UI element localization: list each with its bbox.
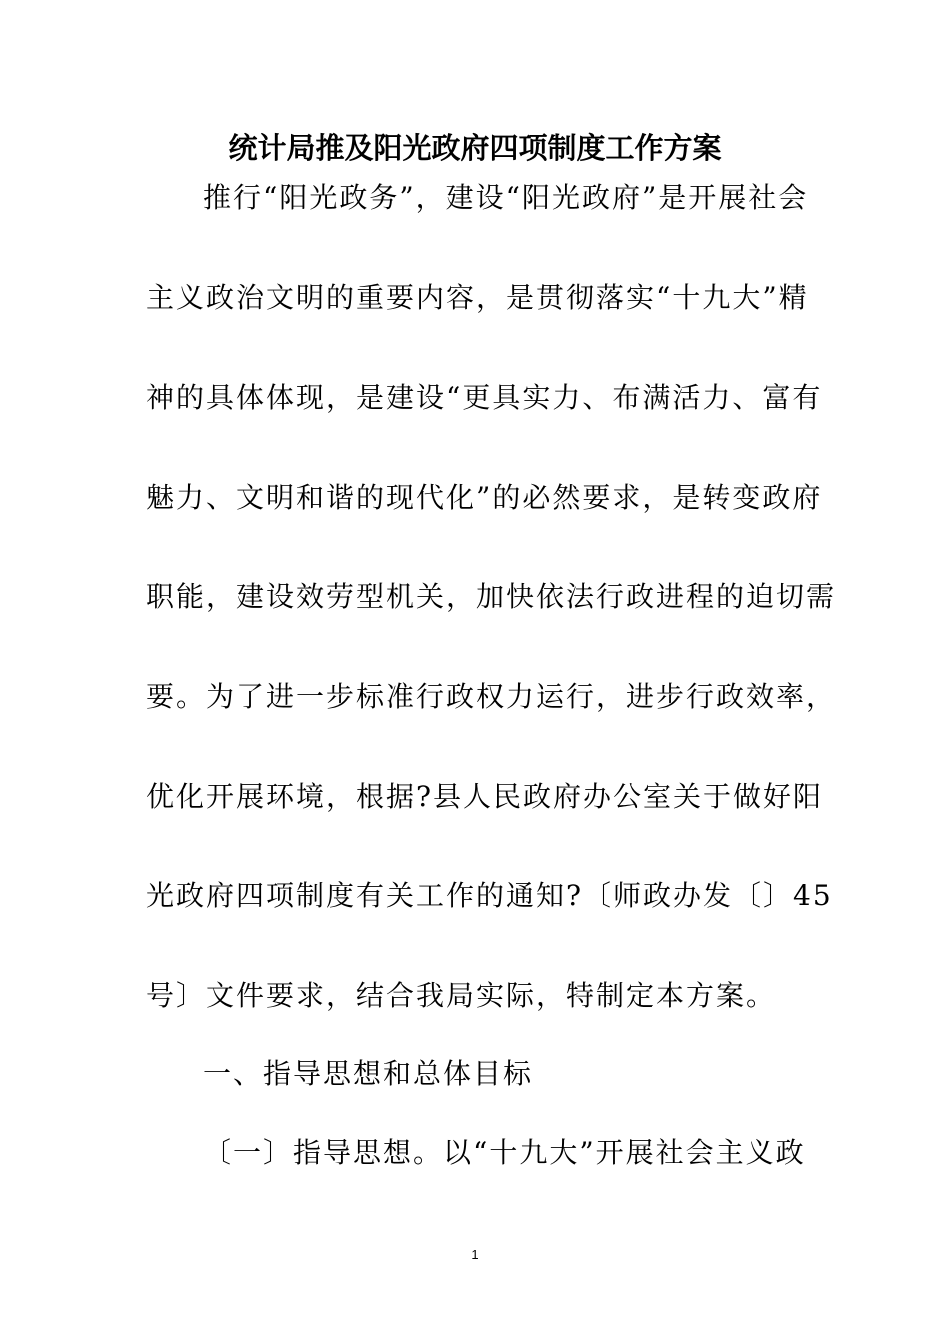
paragraph-line: 〔一〕指导思想。以“十九大”开展社会主义政 (203, 1136, 806, 1169)
paragraph-line: 主义政治文明的重要内容，是贯彻落实“十九大”精 (146, 281, 809, 314)
paragraph-line: 要。为了进一步标准行政权力运行，进步行政效率， (146, 680, 837, 713)
paragraph-line: 优化开展环境，根据?县人民政府办公室关于做好阳 (146, 780, 824, 813)
paragraph-line: 号〕文件要求，结合我局实际，特制定本方案。 (146, 979, 777, 1012)
paragraph-line: 职能，建设效劳型机关，加快依法行政进程的迫切需 (146, 580, 837, 613)
paragraph-line: 光政府四项制度有关工作的通知?〔师政办发〔〕45 (146, 879, 833, 912)
section-heading: 一、指导思想和总体目标 (203, 1057, 534, 1090)
document-title: 统计局推及阳光政府四项制度工作方案 (228, 131, 722, 165)
paragraph-line: 魅力、文明和谐的现代化”的必然要求，是转变政府 (146, 481, 823, 514)
paragraph-line: 推行“阳光政务”，建设“阳光政府”是开展社会 (203, 181, 809, 214)
paragraph-line: 神的具体体现，是建设“更具实力、布满活力、富有 (146, 381, 823, 414)
page-number: 1 (471, 1247, 479, 1262)
